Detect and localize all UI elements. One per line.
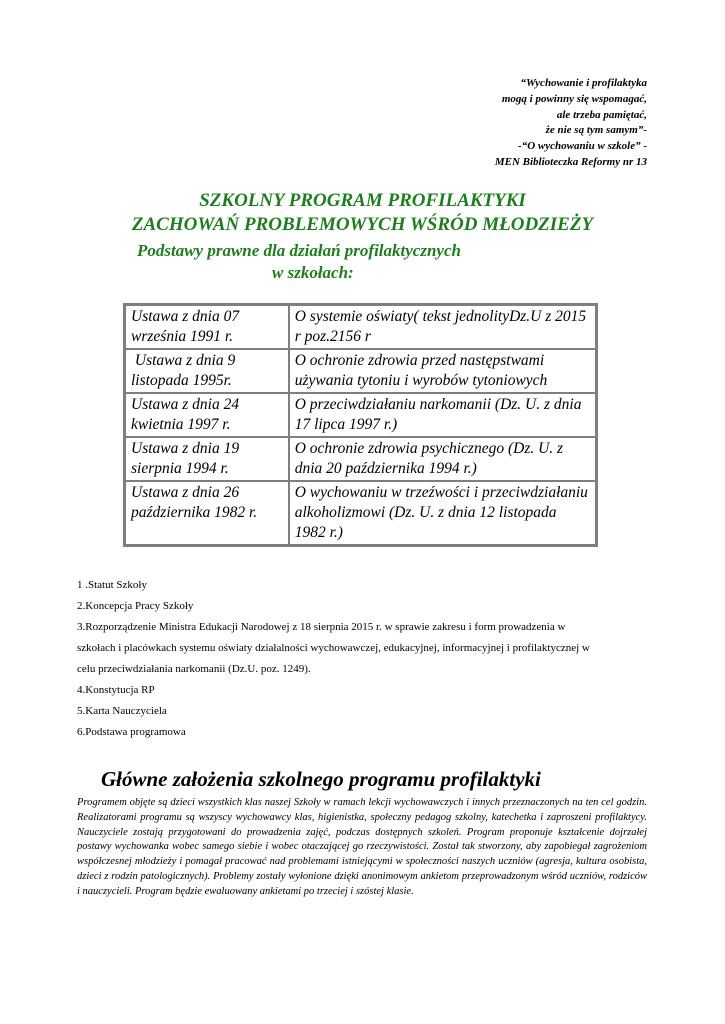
- act-date-cell: Ustawa z dnia 26 października 1982 r.: [125, 481, 289, 545]
- epigraph-line: mogą i powinny się wspomagać,: [501, 92, 647, 105]
- list-item: 5.Karta Nauczyciela: [77, 705, 167, 717]
- epigraph-line: ale trzeba pamiętać,: [556, 108, 647, 121]
- list-item: 2.Koncepcja Pracy Szkoły: [77, 600, 194, 612]
- epigraph-quote: [495, 76, 647, 171]
- act-date-cell: Ustawa z dnia 9 listopada 1995r.: [125, 349, 289, 393]
- document-title-line1: SZKOLNY PROGRAM PROFILAKTYKI: [199, 190, 526, 211]
- epigraph-line: że nie są tym samym”-: [545, 124, 647, 137]
- table-row: [125, 481, 596, 545]
- epigraph-source: MEN Biblioteczka Reformy nr 13: [494, 155, 647, 168]
- epigraph-line: “Wychowanie i profilaktyka: [520, 77, 647, 89]
- act-subject-cell: O wychowaniu w trzeźwości i przeciwdziałaniu alkoholizmowi (Dz. U. z dnia 12 listopada 1982 r.): [289, 481, 596, 545]
- legal-basis-subtitle: Podstawy prawne dla działań profilaktycznych: [137, 241, 461, 260]
- epigraph-line: -“O wychowaniu w szkole” -: [518, 140, 647, 153]
- list-item-cont: szkołach i placówkach systemu oświaty działalności wychowawczej, edukacyjnej, informacyjnej i profilaktycznej w: [77, 642, 590, 654]
- list-item: 1 .Statut Szkoły: [77, 579, 147, 591]
- act-subject-cell: O ochronie zdrowia przed następstwami używania tytoniu i wyrobów tytoniowych: [289, 349, 596, 393]
- legal-basis-list: [77, 575, 657, 743]
- act-date-cell: Ustawa z dnia 19 sierpnia 1994 r.: [125, 437, 289, 481]
- section-heading: Główne założenia szkolnego programu profilaktyki: [101, 767, 541, 791]
- table-row: [125, 437, 596, 481]
- legal-acts-table: [123, 303, 598, 547]
- table-row: [125, 393, 596, 437]
- act-subject-cell: O ochronie zdrowia psychicznego (Dz. U. z dnia 20 października 1994 r.): [289, 437, 596, 481]
- document-title-line2: ZACHOWAŃ PROBLEMOWYCH WŚRÓD MŁODZIEŻY: [131, 214, 594, 235]
- act-subject-cell: O przeciwdziałaniu narkomanii (Dz. U. z dnia 17 lipca 1997 r.): [289, 393, 596, 437]
- legal-basis-subtitle-cont: w szkołach:: [272, 263, 354, 282]
- list-item-cont: celu przeciwdziałania narkomanii (Dz.U. poz. 1249).: [77, 663, 311, 675]
- table-row: [125, 305, 596, 349]
- act-subject-cell: O systemie oświaty( tekst jednolityDz.U z 2015 r poz.2156 r: [289, 305, 596, 349]
- list-item: 3.Rozporządzenie Ministra Edukacji Narodowej z 18 sierpnia 2015 r. w sprawie zakresu i form prowadzenia w: [77, 621, 566, 633]
- list-item: 6.Podstawa programowa: [77, 726, 186, 738]
- list-item: 4.Konstytucja RP: [77, 684, 155, 696]
- table-row: [125, 349, 596, 393]
- section-paragraph: Programem objęte są dzieci wszystkich klas naszej Szkoły w ramach lekcji wychowawczych i innych przeznaczonych na ten cel godzin. Realizatorami programu są wszyscy wychowawcy klas, higienistka, społeczny pedagog szkolny, katechetka i zaproszeni profilaktycy. Nauczyciele zostają przygotowani do prowadzenia zajęć, podczas dostępnych szkoleń. Program proponuje kształcenie dojrzałej postawy wychowanka wobec samego siebie i wobec otaczającej go rzeczywistości. Został tak stworzony, aby zapobiegał zagrożeniom współczesnej młodzieży i pomagał pracować nad problemami istniejącymi w społeczności naszych uczniów (agresja, kultura osobista, dzieci z rodzin patologicznych). Problemy zostały wyłonione dzięki anonimowym ankietom przeprowadzonym wśród uczniów, rodziców i nauczycieli. Program będzie ewaluowany ankietami po trzeciej i szóstej klasie.: [77, 797, 647, 897]
- act-date-cell: Ustawa z dnia 07 września 1991 r.: [125, 305, 289, 349]
- act-date-cell: Ustawa z dnia 24 kwietnia 1997 r.: [125, 393, 289, 437]
